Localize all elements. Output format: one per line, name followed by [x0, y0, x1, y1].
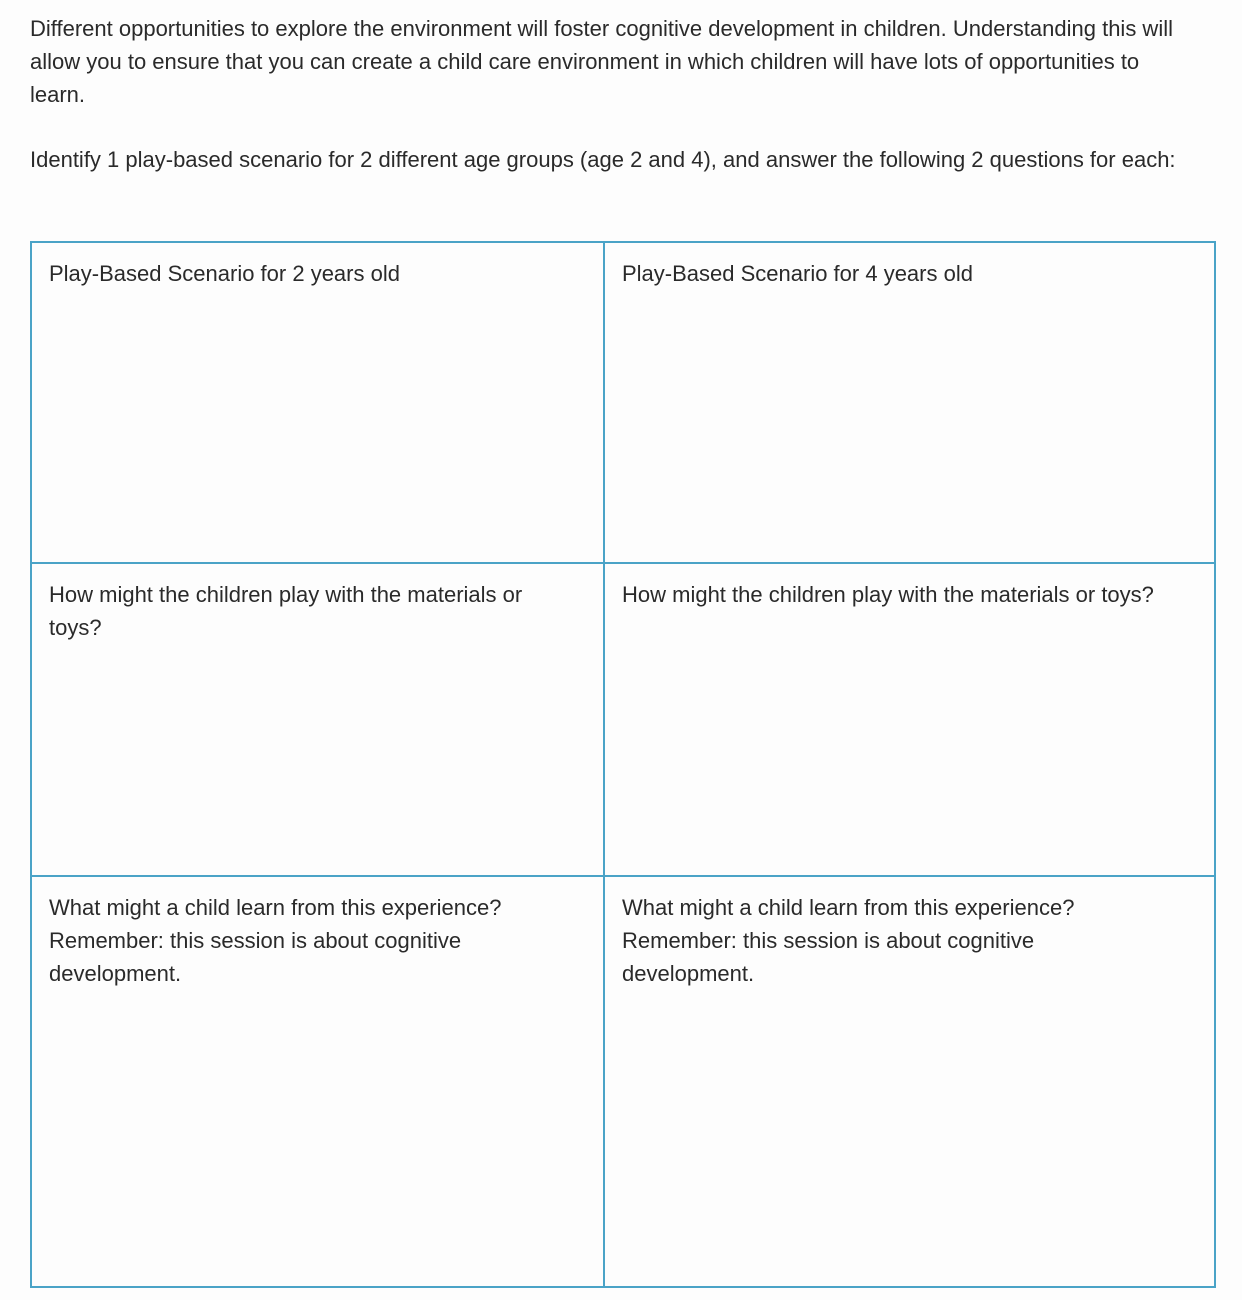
play-question-age-2-cell[interactable]: [31, 563, 604, 876]
worksheet-table: [30, 241, 1216, 1288]
scenario-age-2-heading: Play-Based Scenario for 2 years old: [49, 261, 400, 286]
play-question-age-2: How might the children play with the materials or toys?: [49, 582, 523, 640]
table-row: [31, 563, 1215, 876]
cognitive-reminder-age-2: Remember: this session is about cognitive development.: [49, 928, 462, 986]
learn-question-age-4-cell[interactable]: [604, 876, 1215, 1287]
cognitive-reminder-age-4: Remember: this session is about cognitive development.: [622, 928, 1035, 986]
learn-question-age-2-cell[interactable]: [31, 876, 604, 1287]
intro-paragraph: Different opportunities to explore the environment will foster cognitive development in children. Understanding this will allow you to ensure that you can create a child care environment in which children will have lots of opportunities to learn.: [30, 16, 1173, 107]
instructions-paragraph: Identify 1 play-based scenario for 2 different age groups (age 2 and 4), and answer the following 2 questions for each:: [30, 147, 1176, 172]
learn-question-age-4: What might a child learn from this experience?: [622, 895, 1075, 920]
scenario-age-4-cell[interactable]: [604, 242, 1215, 563]
table-row: [31, 876, 1215, 1287]
learn-question-age-2: What might a child learn from this experience?: [49, 895, 502, 920]
table-row: [31, 242, 1215, 563]
scenario-age-4-heading: Play-Based Scenario for 4 years old: [622, 261, 973, 286]
play-question-age-4-cell[interactable]: [604, 563, 1215, 876]
scenario-age-2-cell[interactable]: [31, 242, 604, 563]
play-question-age-4: How might the children play with the materials or toys?: [622, 582, 1154, 607]
